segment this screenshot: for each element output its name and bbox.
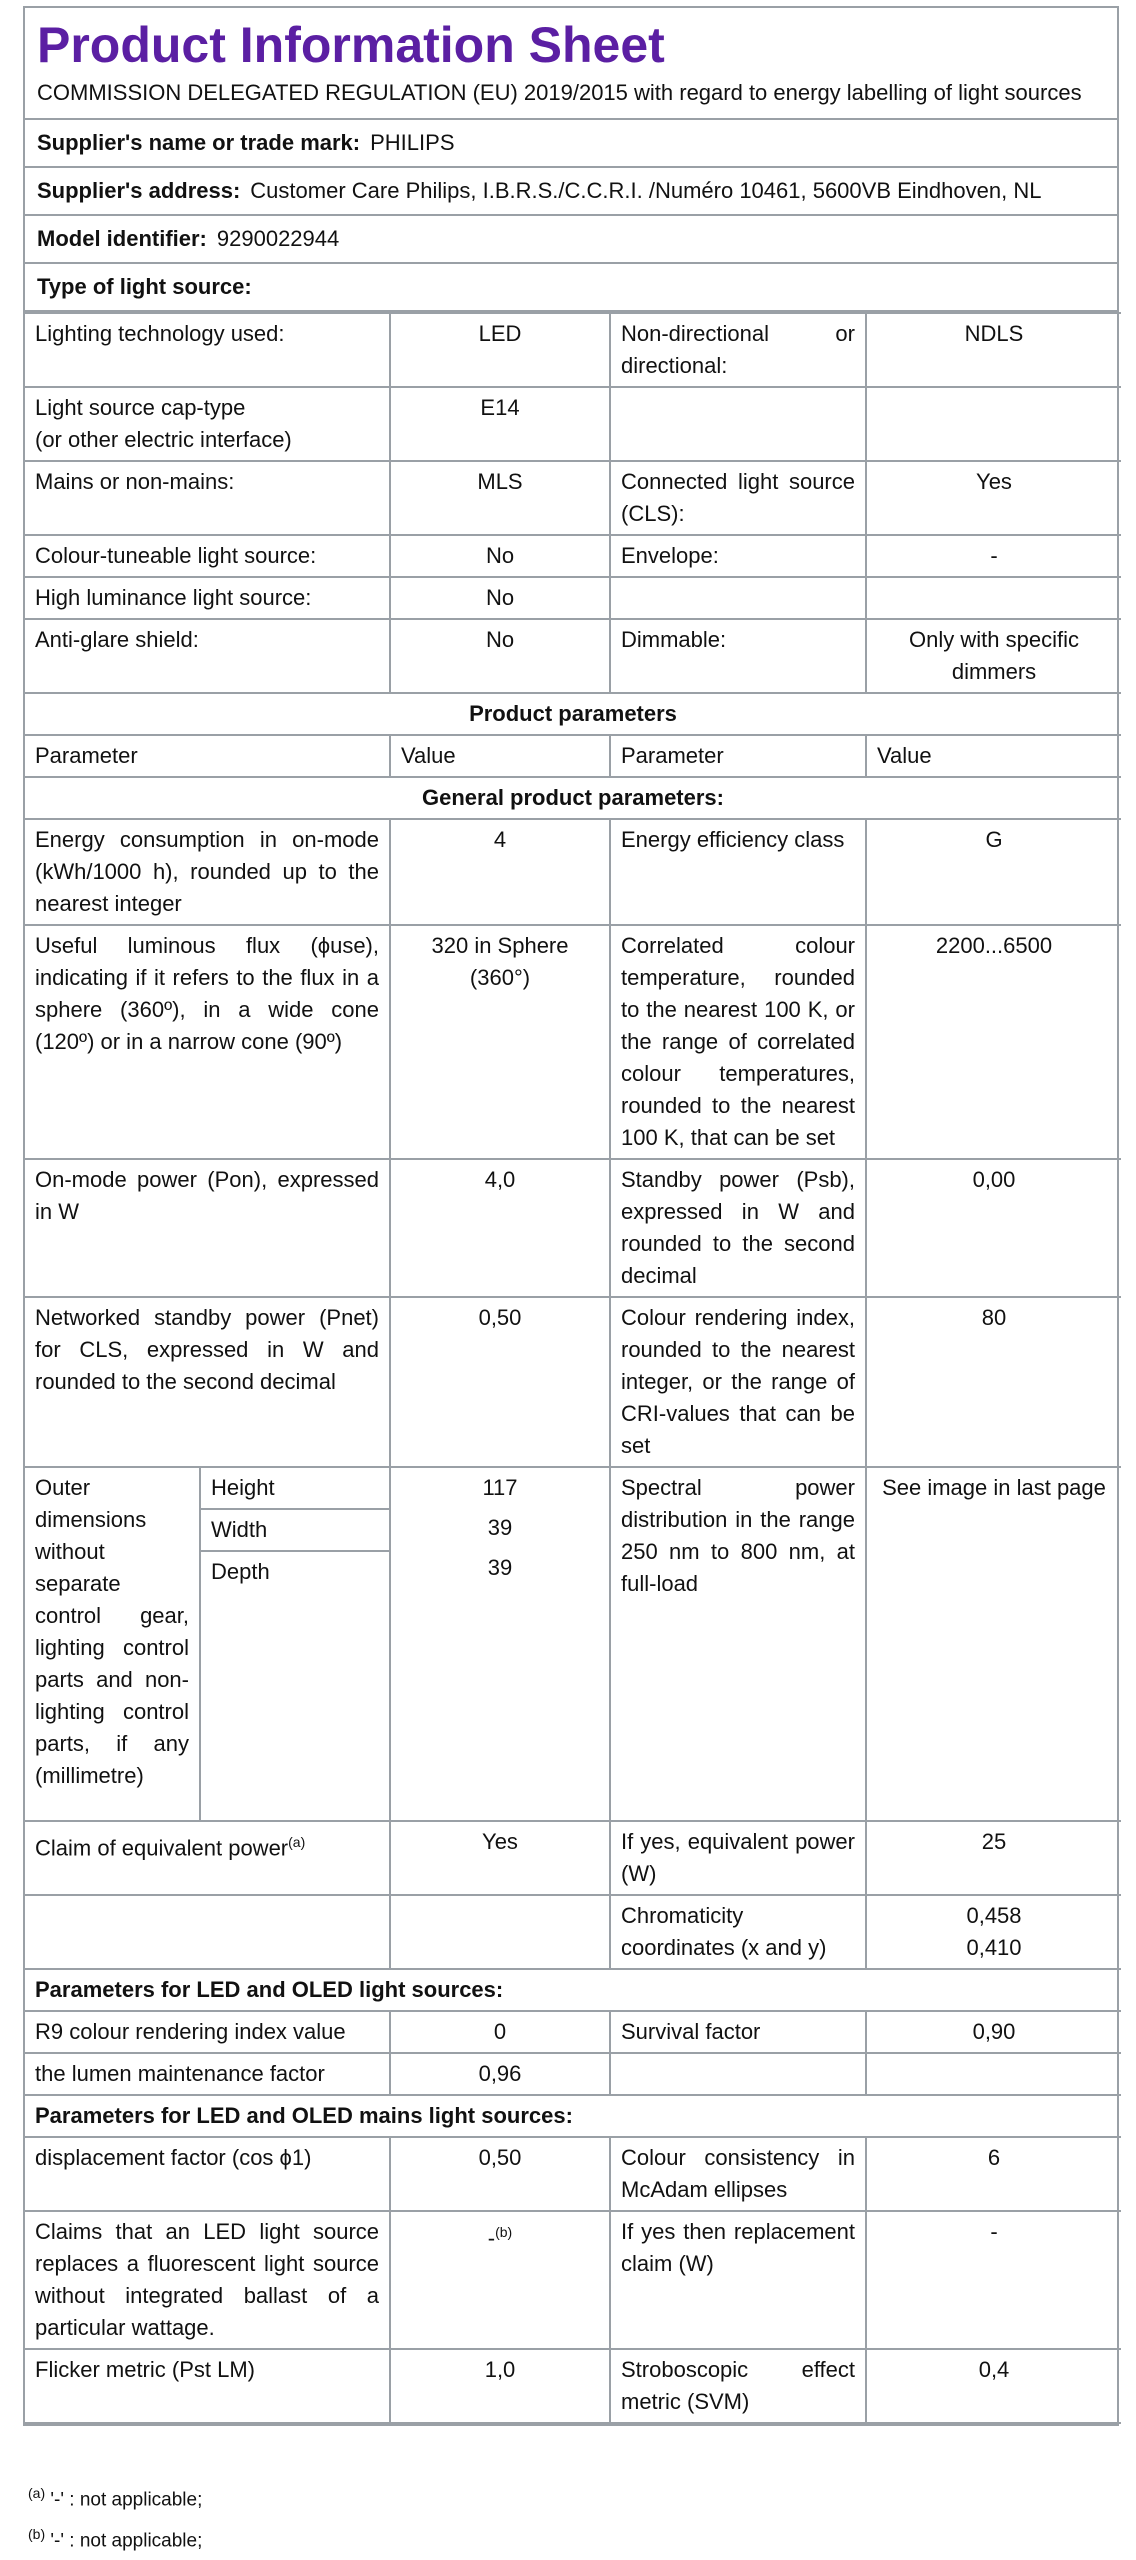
regulation-text: COMMISSION DELEGATED REGULATION (EU) 2019/2015 with regard to energy labelling of light sources (25, 78, 1117, 120)
section-heading: Parameters for LED and OLED light sources: (25, 1969, 1121, 2011)
table-row: the lumen maintenance factor 0,96 (25, 2053, 1121, 2095)
spectral-value: See image in last page (866, 1467, 1121, 1821)
depth-value: 39 (487, 1555, 513, 1580)
width-label: Width (200, 1509, 390, 1551)
supplier-name-label: Supplier's name or trade mark: (37, 130, 361, 155)
page-title: Product Information Sheet (37, 17, 665, 73)
spectral-label: Spectral power distribution in the range 250 nm to 800 nm, at full-load (610, 1467, 866, 1821)
type-heading: Type of light source: (25, 264, 1117, 312)
table-row: Anti-glare shield: No Dimmable: Only with specific dimmers (25, 619, 1121, 693)
table-row: Colour-tuneable light source: No Envelope: - (25, 535, 1121, 577)
model-row (25, 216, 1117, 264)
table-row: Chromaticity coordinates (x and y) 0,458 0,410 (25, 1895, 1121, 1969)
table-row: Light source cap-type (or other electric interface) E14 (25, 387, 1121, 461)
width-value: 39 (487, 1515, 513, 1540)
supplier-name-row (25, 120, 1117, 168)
footnotes (28, 2476, 202, 2559)
table-row: Claim of equivalent power$^{(a)}$ Yes If yes, equivalent power (W) 25 (25, 1821, 1121, 1895)
table-row: Flicker metric (Pst LM) 1,0 Stroboscopic effect metric (SVM) 0,4 (25, 2349, 1121, 2423)
supplier-name-value: PHILIPS (370, 130, 455, 155)
section-heading: General product parameters: (25, 777, 1121, 819)
footnote-a: $^{(a)}$ '-' : not applicable; (28, 2485, 203, 2511)
section-heading: Product parameters (25, 693, 1121, 735)
chroma-y: 0,410 (966, 1935, 1022, 1960)
model-value: 9290022944 (216, 226, 340, 251)
product-info-sheet (23, 6, 1119, 2426)
table-row: displacement factor (cos ϕ1) 0,50 Colour consistency in McAdam ellipses 6 (25, 2137, 1121, 2211)
height-value: 117 (482, 1475, 518, 1500)
section-heading: Parameters for LED and OLED mains light sources: (25, 2095, 1121, 2137)
footnote-b: $^{(b)}$ '-' : not applicable; (28, 2526, 203, 2552)
model-label: Model identifier: (37, 226, 207, 251)
table-row: Energy consumption in on-mode (kWh/1000 h), rounded up to the nearest integer 4 Energy efficiency class G (25, 819, 1121, 925)
supplier-address-label: Supplier's address: (37, 178, 241, 203)
supplier-address-row (25, 168, 1117, 216)
depth-label: Depth (200, 1551, 390, 1820)
table-row: Useful luminous flux (ϕuse), indicating if it refers to the flux in a sphere (360º), in a wide cone (120º) or in a narrow cone (90º) 320 in Sphere (360°) Correlated colour temperature, rounded to the nearest 100 K, or the range of correlated colour temperatures, rounded to the nearest 100 K, that can be set 2200...6500 (25, 925, 1121, 1159)
spec-table (25, 312, 1121, 2424)
table-row: Networked standby power (Pnet) for CLS, expressed in W and rounded to the second decimal 0,50 Colour rendering index, rounded to the nearest integer, or the range of CRI-values that can be set 80 (25, 1297, 1121, 1467)
table-row: Claims that an LED light source replaces a fluorescent light source without integrated ballast of a particular wattage. -$^{(b)}$ If yes then replacement claim (W) - (25, 2211, 1121, 2349)
dimensions-label: Outer dimensions without separate control gear, lighting control parts and non-lighting control parts, if any (millimetre) (25, 1468, 200, 1820)
supplier-address-value: Customer Care Philips, I.B.R.S./C.C.R.I. /Numéro 10461, 5600VB Eindhoven, NL (250, 178, 1042, 203)
table-row: High luminance light source: No (25, 577, 1121, 619)
chroma-x: 0,458 (966, 1903, 1022, 1928)
table-row: Mains or non-mains: MLS Connected light source (CLS): Yes (25, 461, 1121, 535)
column-header-row: Parameter Value Parameter Value (25, 735, 1121, 777)
table-row: Lighting technology used: LED Non-directional or directional: NDLS (25, 313, 1121, 387)
table-row: R9 colour rendering index value 0 Survival factor 0,90 (25, 2011, 1121, 2053)
dimensions-row (25, 1467, 1121, 1821)
height-label: Height (200, 1468, 390, 1509)
table-row: On-mode power (Pon), expressed in W 4,0 Standby power (Psb), expressed in W and rounded to the second decimal 0,00 (25, 1159, 1121, 1297)
